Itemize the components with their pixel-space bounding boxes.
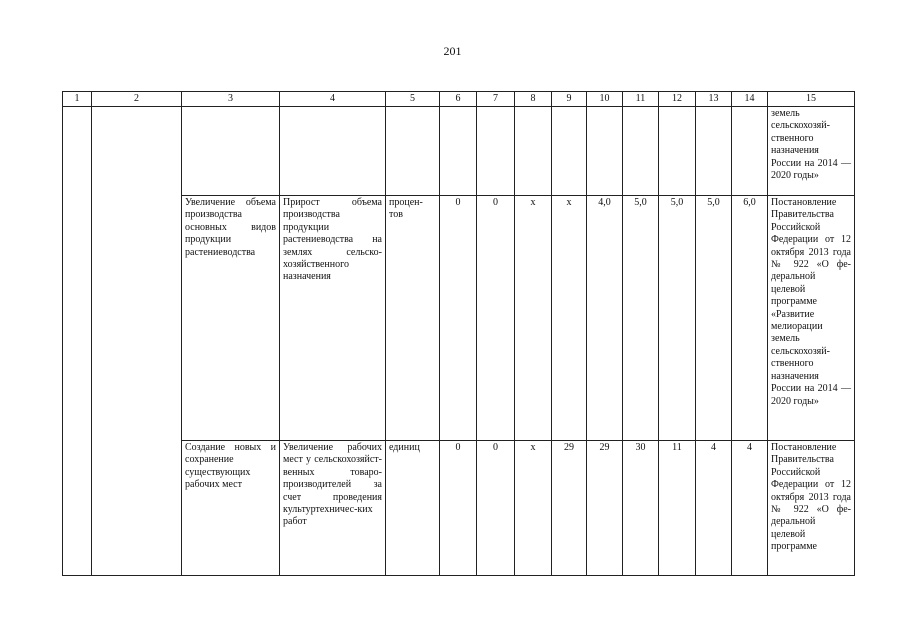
value-cell: 6,0	[732, 196, 768, 441]
table-cell	[552, 107, 587, 196]
value-cell: 30	[623, 441, 659, 576]
table-cell	[182, 107, 280, 196]
value-cell: 0	[440, 441, 477, 576]
column-header: 3	[182, 92, 280, 107]
column-header: 13	[696, 92, 732, 107]
table-cell	[386, 107, 440, 196]
unit-cell: процен-тов	[386, 196, 440, 441]
table-cell	[92, 107, 182, 576]
value-cell: 0	[440, 196, 477, 441]
value-cell: 5,0	[623, 196, 659, 441]
table-cell	[732, 107, 768, 196]
column-header: 15	[768, 92, 855, 107]
value-cell: х	[515, 441, 552, 576]
indicator-cell: Прирост объема производства продукции растениеводства на землях сельско-хозяйственного назначения	[280, 196, 386, 441]
column-header: 2	[92, 92, 182, 107]
value-cell: 4	[732, 441, 768, 576]
column-header: 11	[623, 92, 659, 107]
column-header: 4	[280, 92, 386, 107]
table-cell	[515, 107, 552, 196]
value-cell: 11	[659, 441, 696, 576]
column-header: 5	[386, 92, 440, 107]
table-row	[63, 196, 855, 441]
value-cell: 29	[552, 441, 587, 576]
column-header: 12	[659, 92, 696, 107]
value-cell: 5,0	[659, 196, 696, 441]
legal-basis-cell: Постановление Правительства Российской Федерации от 12 октября 2013 года № 922 «О фе-деральной целевой программе «Развитие мелиорации земель сельскохозяй-ственного назначения России на 2014 — 2020 годы»	[768, 196, 855, 441]
value-cell: х	[552, 196, 587, 441]
table-cell	[280, 107, 386, 196]
column-header: 6	[440, 92, 477, 107]
table-row	[63, 441, 855, 576]
column-header: 8	[515, 92, 552, 107]
column-header: 14	[732, 92, 768, 107]
column-number-row	[63, 92, 855, 107]
goal-cell: Увеличение объема производства основных видов продукции растениеводства	[182, 196, 280, 441]
value-cell: 4	[696, 441, 732, 576]
page-number: 201	[443, 44, 462, 58]
table-cell	[440, 107, 477, 196]
goal-cell: Создание новых и сохранение существующих рабочих мест	[182, 441, 280, 576]
column-header: 7	[477, 92, 515, 107]
value-cell: 0	[477, 196, 515, 441]
unit-cell: единиц	[386, 441, 440, 576]
table-cell	[587, 107, 623, 196]
column-header: 9	[552, 92, 587, 107]
column-header: 1	[63, 92, 92, 107]
value-cell: 5,0	[696, 196, 732, 441]
legal-basis-cell: Постановление Правительства Российской Федерации от 12 октября 2013 года № 922 «О фе-деральной целевой программе	[768, 441, 855, 576]
value-cell: 0	[477, 441, 515, 576]
value-cell: 4,0	[587, 196, 623, 441]
table-cell	[63, 107, 92, 576]
table-cell	[623, 107, 659, 196]
column-header: 10	[587, 92, 623, 107]
value-cell: х	[515, 196, 552, 441]
indicator-table	[62, 91, 855, 576]
legal-basis-cell: земель сельскохозяй-ственного назначения России на 2014 — 2020 годы»	[768, 107, 855, 196]
indicator-cell: Увеличение рабочих мест у сельскохозяйст-венных товаро-производителей за счет проведения культуртехничес-ких работ	[280, 441, 386, 576]
table-cell	[477, 107, 515, 196]
table-cell	[696, 107, 732, 196]
value-cell: 29	[587, 441, 623, 576]
continued-row	[63, 107, 855, 196]
table-cell	[659, 107, 696, 196]
